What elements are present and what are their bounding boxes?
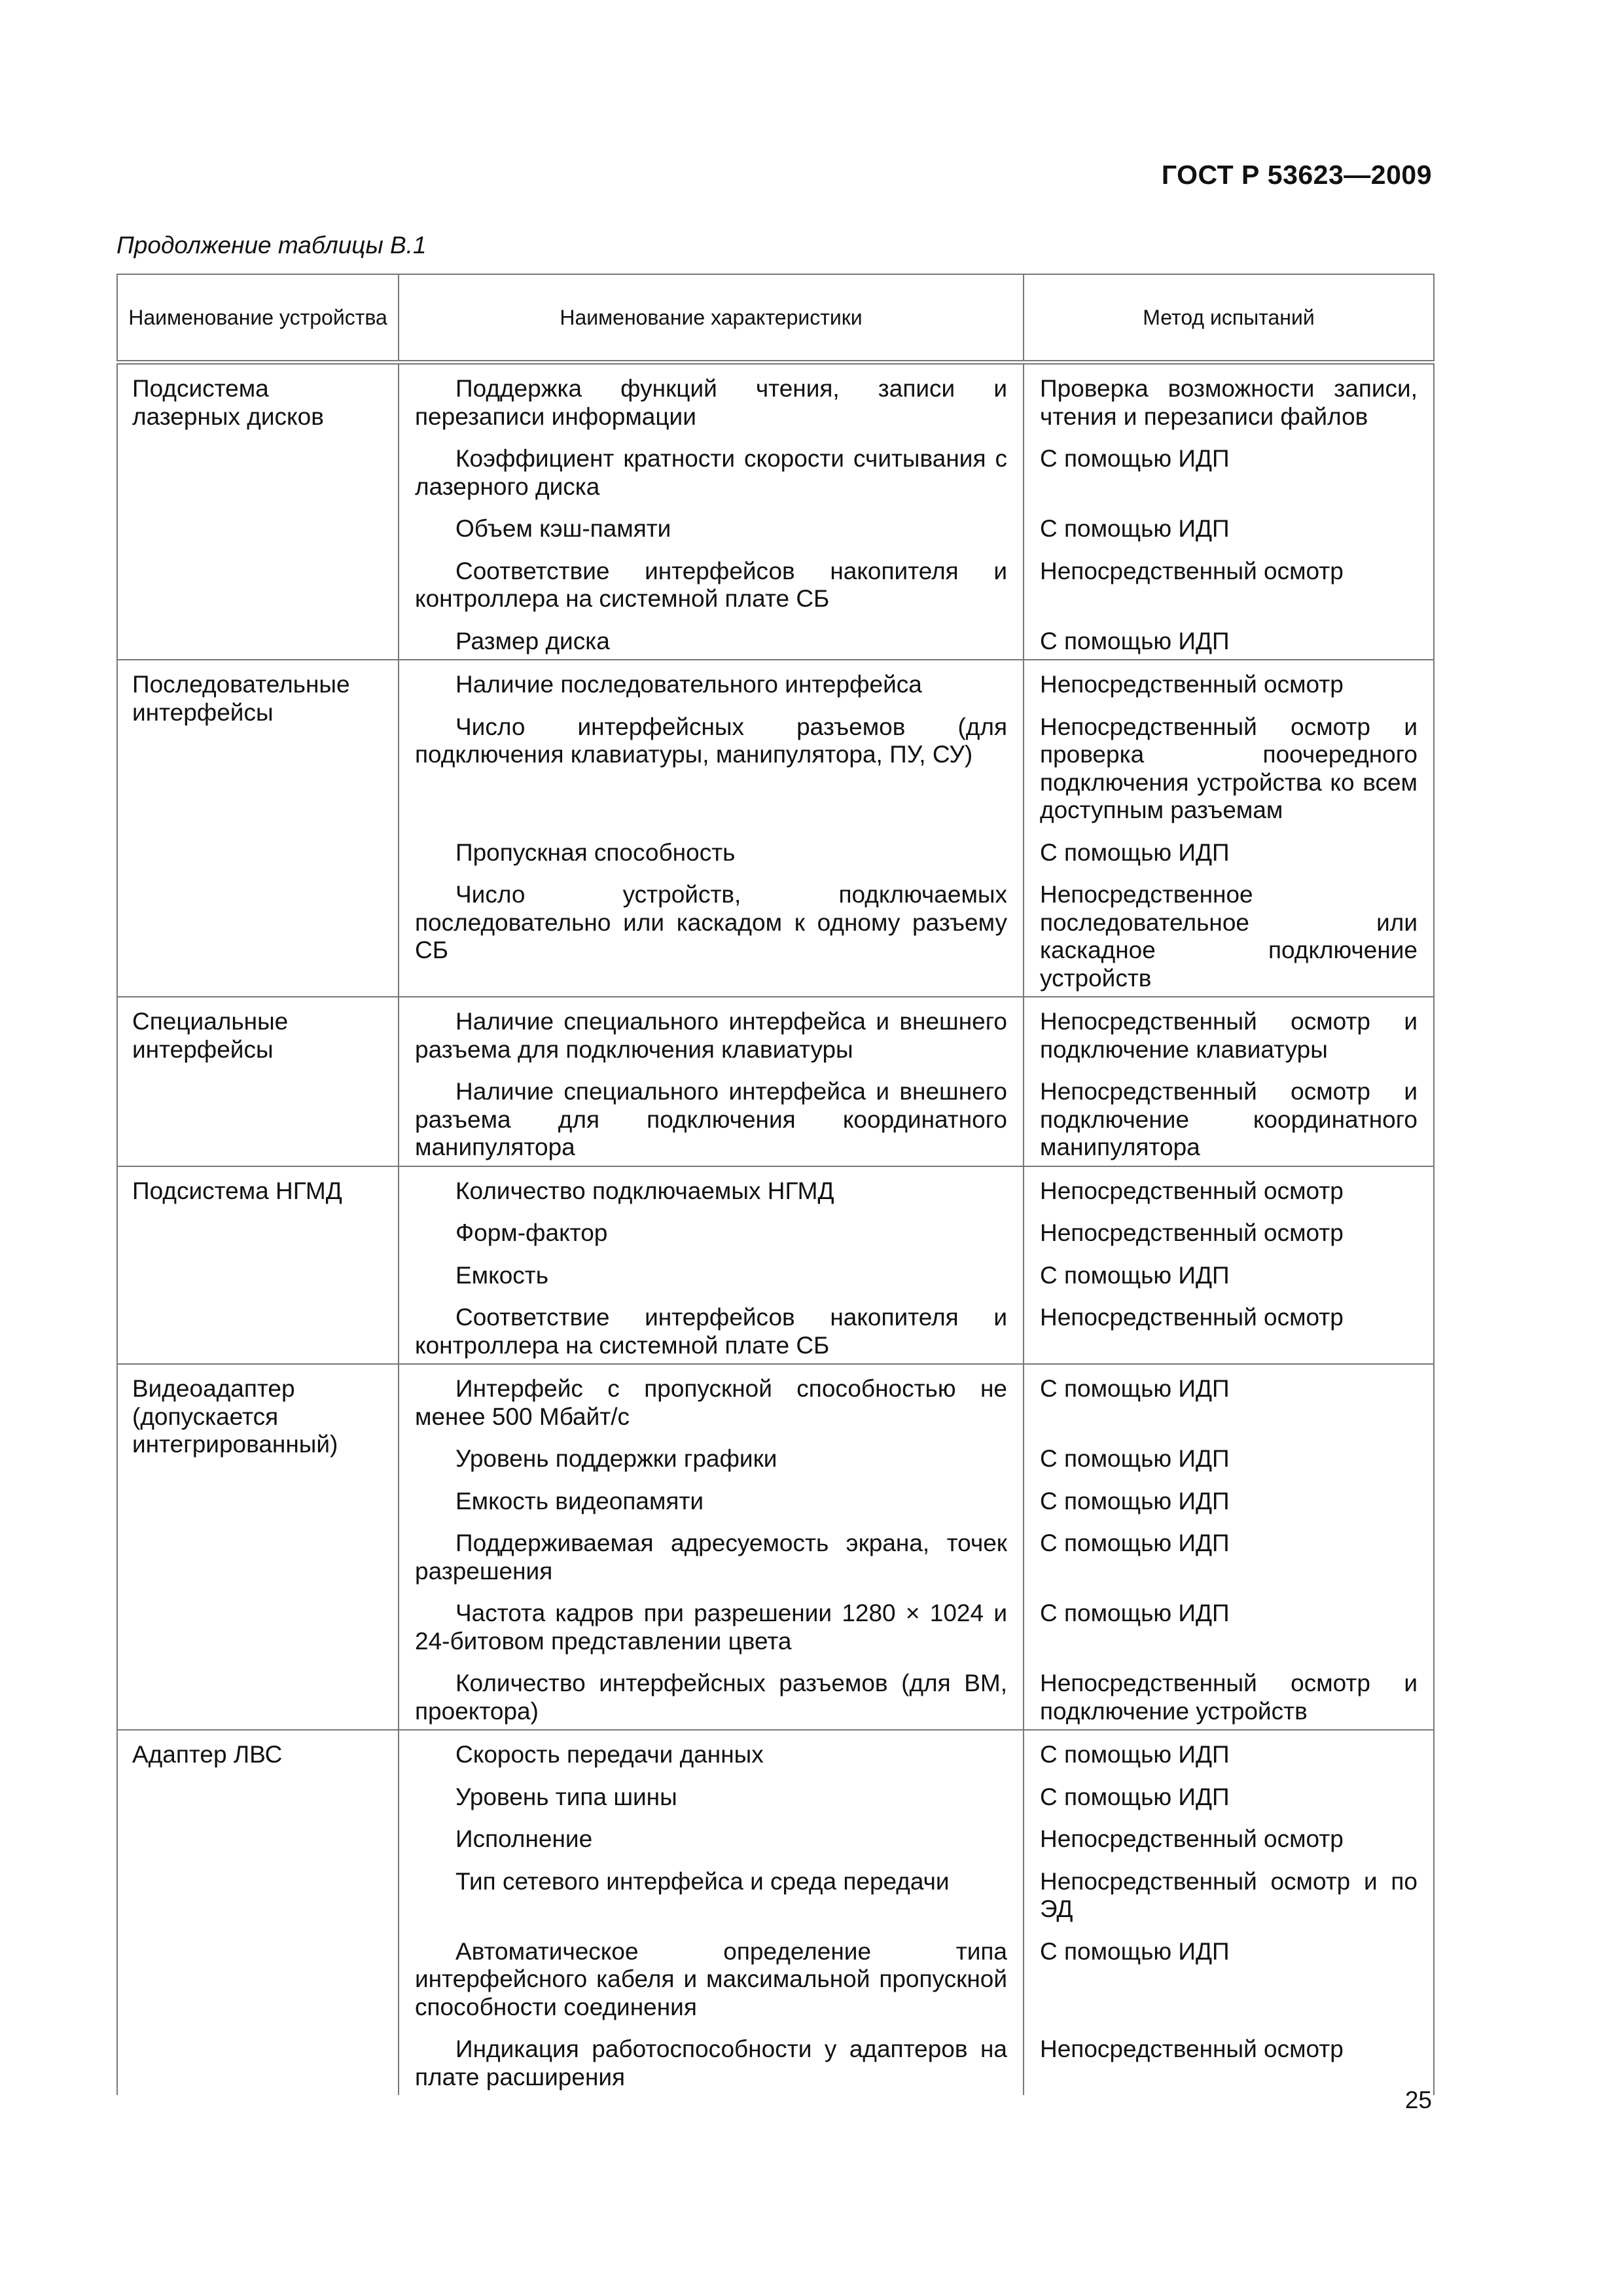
test-method-cell [1024, 1928, 1434, 2026]
characteristic-text: Скорость передачи данных [455, 1741, 764, 1768]
device-name-cell [117, 1730, 399, 2095]
test-method-text: Непосредственный осмотр и подключение клавиатуры [1040, 1008, 1418, 1063]
device-name: Специальные интерфейсы [132, 1008, 289, 1063]
table-row [117, 363, 1434, 435]
test-method-cell [1024, 829, 1434, 871]
device-name-cell [117, 997, 399, 1166]
characteristic-cell [399, 1477, 1024, 1520]
characteristic-text: Соответствие интерфейсов накопителя и контроллера на системной плате СБ [415, 557, 1007, 612]
table-header-row [117, 274, 1434, 363]
device-name-cell [117, 660, 399, 997]
table-caption: Продолжение таблицы В.1 [116, 232, 427, 259]
characteristic-cell [399, 363, 1024, 435]
test-method-text: Непосредственный осмотр и проверка поочередного подключения устройства ко всем доступным разъемам [1040, 713, 1418, 823]
characteristic-text: Количество интерфейсных разъемов (для ВМ, проектора) [415, 1670, 1007, 1725]
test-method-text: С помощью ИДП [1040, 1741, 1230, 1768]
characteristic-cell [399, 1773, 1024, 1816]
characteristic-text: Уровень типа шины [455, 1783, 677, 1810]
device-name-cell [117, 1364, 399, 1730]
test-method-text: С помощью ИДП [1040, 445, 1230, 472]
characteristic-text: Число интерфейсных разъемов (для подключения клавиатуры, манипулятора, ПУ, СУ) [415, 713, 1007, 768]
test-method-cell [1024, 1519, 1434, 1589]
test-method-text: Непосредственный осмотр [1040, 1304, 1344, 1331]
page-number: 25 [1404, 2087, 1432, 2113]
test-method-cell [1024, 363, 1434, 435]
test-method-text: Непосредственный осмотр [1040, 671, 1344, 698]
characteristic-cell [399, 997, 1024, 1067]
test-method-cell [1024, 703, 1434, 829]
column-header-device: Наименование устройства [117, 274, 399, 363]
table-row [117, 1166, 1434, 1210]
document-code: ГОСТ Р 53623—2009 [1161, 160, 1432, 190]
characteristic-cell [399, 1166, 1024, 1210]
test-method-cell [1024, 1435, 1434, 1477]
characteristic-cell [399, 1730, 1024, 1773]
characteristic-cell [399, 1815, 1024, 1857]
device-name-cell [117, 1166, 399, 1365]
test-method-text: С помощью ИДП [1040, 1937, 1230, 1965]
characteristic-cell [399, 1857, 1024, 1928]
test-method-text: Непосредственное последовательное или каскадное подключение устройств [1040, 881, 1418, 992]
table-row [117, 660, 1434, 703]
characteristic-cell [399, 617, 1024, 660]
test-method-text: Непосредственный осмотр [1040, 557, 1344, 584]
characteristic-text: Поддерживаемая адресуемость экрана, точек разрешения [415, 1530, 1007, 1585]
characteristic-text: Количество подключаемых НГМД [455, 1177, 834, 1204]
characteristic-cell [399, 1209, 1024, 1251]
test-method-text: С помощью ИДП [1040, 515, 1230, 542]
characteristic-cell [399, 505, 1024, 547]
test-method-text: С помощью ИДП [1040, 1487, 1230, 1515]
test-method-cell [1024, 1815, 1434, 1857]
test-method-text: Непосредственный осмотр [1040, 2036, 1344, 2062]
test-method-text: Непосредственный осмотр и по ЭД [1040, 1867, 1418, 1922]
test-method-text: С помощью ИДП [1040, 627, 1230, 655]
specification-table [116, 274, 1435, 2095]
characteristic-cell [399, 1589, 1024, 1659]
test-method-cell [1024, 547, 1434, 617]
characteristic-text: Наличие специального интерфейса и внешнего разъема для подключения координатного манипулятора [415, 1078, 1007, 1160]
characteristic-text: Индикация работоспособности у адаптеров на плате расширения [415, 2036, 1007, 2090]
characteristic-cell [399, 1251, 1024, 1294]
test-method-text: Непосредственный осмотр и подключение координатного манипулятора [1040, 1078, 1418, 1160]
test-method-text: Непосредственный осмотр [1040, 1825, 1344, 1852]
characteristic-cell [399, 1659, 1024, 1730]
test-method-text: С помощью ИДП [1040, 1783, 1230, 1810]
test-method-cell [1024, 1477, 1434, 1520]
test-method-cell [1024, 1251, 1434, 1294]
characteristic-text: Форм-фактор [455, 1219, 608, 1246]
test-method-cell [1024, 1857, 1434, 1928]
device-name: Подсистема НГМД [132, 1177, 342, 1204]
characteristic-cell [399, 660, 1024, 703]
characteristic-cell [399, 435, 1024, 505]
test-method-cell [1024, 617, 1434, 660]
test-method-cell [1024, 997, 1434, 1067]
characteristic-cell [399, 1293, 1024, 1364]
test-method-cell [1024, 1589, 1434, 1659]
table-row [117, 997, 1434, 1067]
test-method-text: Непосредственный осмотр [1040, 1219, 1344, 1246]
test-method-cell [1024, 435, 1434, 505]
characteristic-cell [399, 1519, 1024, 1589]
test-method-text: Проверка возможности записи, чтения и перезаписи файлов [1040, 375, 1418, 430]
test-method-cell [1024, 505, 1434, 547]
device-name: Адаптер ЛВС [132, 1741, 283, 1768]
characteristic-text: Уровень поддержки графики [455, 1445, 777, 1472]
characteristic-text: Частота кадров при разрешении 1280 × 1024 и 24-битовом представлении цвета [415, 1600, 1007, 1655]
characteristic-text: Исполнение [455, 1825, 593, 1852]
characteristic-text: Коэффициент кратности скорости считывания с лазерного диска [415, 445, 1007, 500]
test-method-cell [1024, 1166, 1434, 1210]
column-header-method: Метод испытаний [1024, 274, 1434, 363]
characteristic-cell [399, 1435, 1024, 1477]
characteristic-text: Наличие последовательного интерфейса [455, 671, 922, 698]
characteristic-text: Размер диска [455, 627, 610, 655]
table-body [117, 363, 1434, 2096]
characteristic-text: Объем кэш-памяти [455, 515, 671, 542]
characteristic-cell [399, 870, 1024, 997]
characteristic-text: Соответствие интерфейсов накопителя и контроллера на системной плате СБ [415, 1304, 1007, 1359]
characteristic-text: Интерфейс с пропускной способностью не менее 500 Мбайт/с [415, 1375, 1007, 1430]
characteristic-text: Автоматическое определение типа интерфейсного кабеля и максимальной пропускной способности соединения [415, 1937, 1007, 2020]
test-method-text: С помощью ИДП [1040, 1445, 1230, 1472]
test-method-cell [1024, 1364, 1434, 1435]
column-header-characteristic: Наименование характеристики [399, 274, 1024, 363]
table-row [117, 1730, 1434, 1773]
specification-table-container [116, 274, 1433, 2095]
characteristic-text: Тип сетевого интерфейса и среда передачи [455, 1867, 950, 1895]
test-method-text: С помощью ИДП [1040, 1600, 1230, 1626]
device-name: Видеоадаптер (допускается интегрированный) [132, 1375, 338, 1458]
test-method-cell [1024, 870, 1434, 997]
test-method-cell [1024, 1293, 1434, 1364]
test-method-cell [1024, 1773, 1434, 1816]
test-method-cell [1024, 1730, 1434, 1773]
test-method-text: С помощью ИДП [1040, 838, 1230, 866]
characteristic-cell [399, 2025, 1024, 2095]
test-method-cell [1024, 1659, 1434, 1730]
test-method-text: С помощью ИДП [1040, 1375, 1230, 1402]
characteristic-text: Пропускная способность [455, 838, 736, 866]
device-name: Подсистема лазерных дисков [132, 375, 324, 430]
characteristic-cell [399, 703, 1024, 829]
characteristic-text: Наличие специального интерфейса и внешнего разъема для подключения клавиатуры [415, 1008, 1007, 1063]
characteristic-text: Число устройств, подключаемых последовательно или каскадом к одному разъему СБ [415, 881, 1007, 963]
test-method-cell [1024, 1067, 1434, 1166]
characteristic-cell [399, 1067, 1024, 1166]
device-name: Последовательные интерфейсы [132, 671, 350, 726]
characteristic-cell [399, 1928, 1024, 2026]
characteristic-cell [399, 1364, 1024, 1435]
test-method-text: С помощью ИДП [1040, 1261, 1230, 1289]
characteristic-cell [399, 829, 1024, 871]
table-row [117, 1364, 1434, 1435]
characteristic-text: Поддержка функций чтения, записи и перезаписи информации [415, 375, 1007, 430]
characteristic-cell [399, 547, 1024, 617]
device-name-cell [117, 363, 399, 660]
test-method-cell [1024, 1209, 1434, 1251]
characteristic-text: Емкость [455, 1261, 549, 1289]
test-method-text: Непосредственный осмотр [1040, 1177, 1344, 1204]
test-method-cell [1024, 2025, 1434, 2095]
test-method-cell [1024, 660, 1434, 703]
test-method-text: С помощью ИДП [1040, 1530, 1230, 1556]
test-method-text: Непосредственный осмотр и подключение устройств [1040, 1670, 1418, 1725]
characteristic-text: Емкость видеопамяти [455, 1487, 704, 1515]
